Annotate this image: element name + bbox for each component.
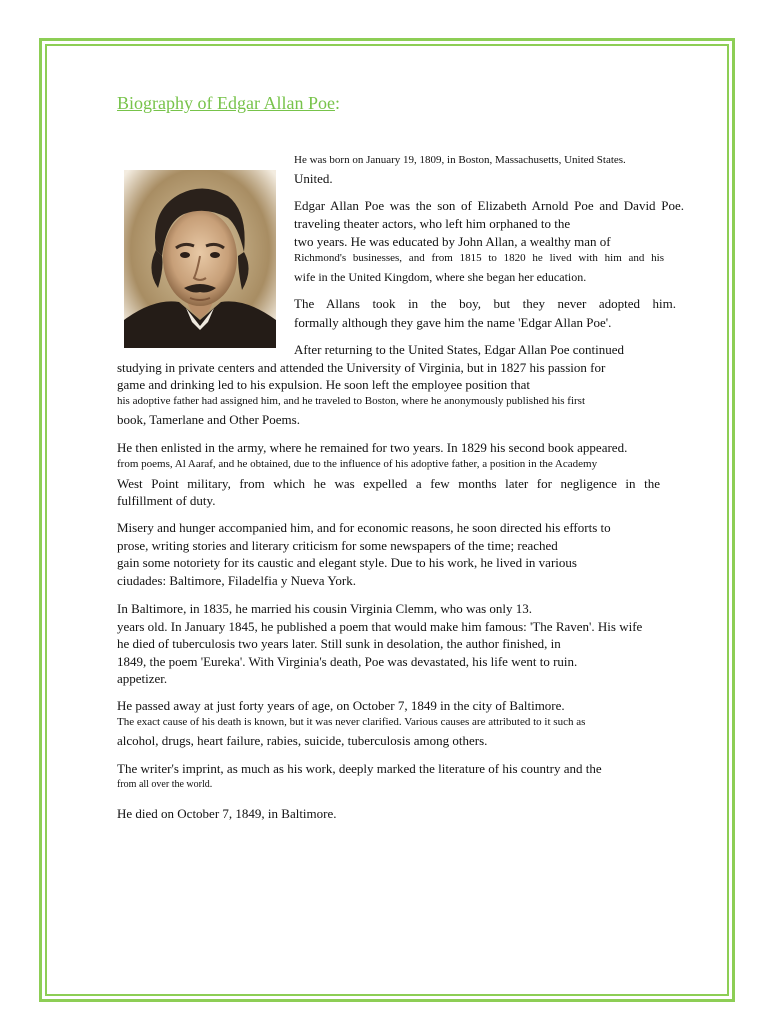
- text-line: ciudades: Baltimore, Filadelfia y Nueva York.: [117, 573, 357, 588]
- text-line: appetizer.: [117, 671, 168, 686]
- text-line: 1849, the poem 'Eureka'. With Virginia's death, Poe was devastated, his life went to ruin.: [117, 654, 578, 669]
- text-line: In Baltimore, in 1835, he married his cousin Virginia Clemm, who was only 13.: [117, 601, 533, 616]
- text-line: game and drinking led to his expulsion. He soon left the employee position that: [117, 377, 531, 392]
- text-line: prose, writing stories and literary criticism for some newspapers of the time; reached: [117, 538, 558, 553]
- text-line: After returning to the United States, Edgar Allan Poe continued: [294, 342, 624, 357]
- text-line: from all over the world.: [117, 779, 213, 790]
- text-line: The exact cause of his death is known, but it was never clarified. Various causes are attributed to it such as: [117, 716, 586, 728]
- text-line: United.: [294, 171, 333, 186]
- text-line: Richmond's businesses, and from 1815 to 1820 he lived with him and his: [294, 252, 664, 264]
- text-line: Edgar Allan Poe was the son of Elizabeth Arnold Poe and David Poe.: [294, 198, 684, 213]
- text-line: wife in the United Kingdom, where she began her education.: [294, 270, 587, 284]
- text-line: Misery and hunger accompanied him, and for economic reasons, he soon directed his efforts to: [117, 520, 611, 535]
- text-line: his adoptive father had assigned him, and he traveled to Boston, where he anonymously published his first: [117, 395, 586, 407]
- text-line: years old. In January 1845, he published a poem that would make him famous: 'The Raven'. His wife: [117, 619, 643, 634]
- page-title: [117, 93, 340, 114]
- text-line: book, Tamerlane and Other Poems.: [117, 412, 300, 427]
- text-line: gain some notoriety for its caustic and elegant style. Due to his work, he lived in various: [117, 555, 577, 570]
- portrait-photo-icon: [124, 170, 276, 348]
- text-line: He passed away at just forty years of age, on October 7, 1849 in the city of Baltimore.: [117, 698, 565, 713]
- text-line: He then enlisted in the army, where he remained for two years. In 1829 his second book appeared.: [117, 440, 628, 455]
- text-line: he died of tuberculosis two years later. Still sunk in desolation, the author finished, in: [117, 636, 561, 651]
- title-main: Biography of Edgar Allan Poe: [117, 93, 335, 113]
- text-line: The Allans took in the boy, but they never adopted him.: [294, 296, 676, 311]
- text-line: formally although they gave him the name 'Edgar Allan Poe'.: [294, 315, 612, 330]
- title-suffix: :: [334, 93, 340, 113]
- text-line: West Point military, from which he was expelled a few months later for negligence in the: [117, 476, 660, 491]
- text-line: alcohol, drugs, heart failure, rabies, suicide, tuberculosis among others.: [117, 733, 488, 748]
- portrait-photo: [124, 170, 276, 348]
- text-line: He was born on January 19, 1809, in Boston, Massachusetts, United States.: [294, 154, 626, 166]
- text-line: He died on October 7, 1849, in Baltimore.: [117, 806, 337, 821]
- text-line: two years. He was educated by John Allan, a wealthy man of: [294, 234, 611, 249]
- text-line: studying in private centers and attended the University of Virginia, but in 1827 his passion for: [117, 360, 606, 375]
- text-line: The writer's imprint, as much as his work, deeply marked the literature of his country and the: [117, 761, 602, 776]
- text-line: fulfillment of duty.: [117, 493, 216, 508]
- text-line: from poems, Al Aaraf, and he obtained, due to the influence of his adoptive father, a position in the Academy: [117, 458, 598, 470]
- text-line: traveling theater actors, who left him orphaned to the: [294, 216, 571, 231]
